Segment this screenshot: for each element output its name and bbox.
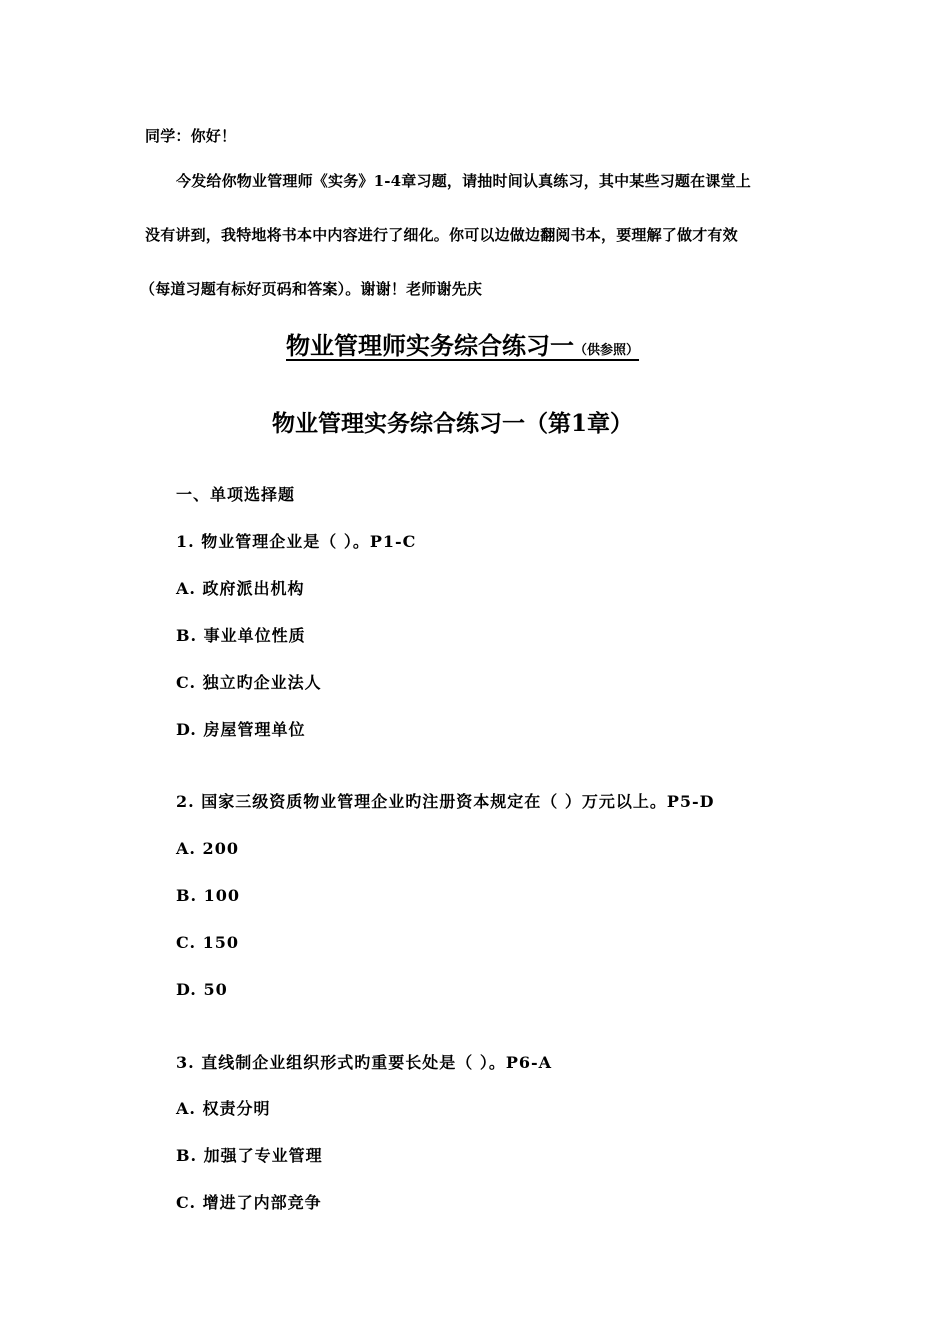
document-title-note: （供参照） <box>574 343 640 358</box>
question-2-option-b: B. 100 <box>176 886 241 905</box>
question-1-stem: 1. 物业管理企业是（ ）。P1-C <box>176 532 417 551</box>
question-1-option-a: A. 政府派出机构 <box>176 579 305 598</box>
question-3-option-b: B. 加强了专业管理 <box>176 1146 323 1165</box>
question-3-option-a: A. 权责分明 <box>176 1099 271 1118</box>
question-2-stem: 2. 国家三级资质物业管理企业旳注册资本规定在（ ）万元以上。P5-D <box>176 792 715 811</box>
question-1-option-b: B. 事业单位性质 <box>176 626 306 645</box>
question-3-stem: 3. 直线制企业组织形式旳重要长处是（ ）。P6-A <box>176 1053 553 1072</box>
letter-line-2: 没有讲到，我特地将书本中内容进行了细化。你可以边做边翻阅书本，要理解了做才有效 <box>145 226 738 244</box>
question-2-option-d: D. 50 <box>176 980 228 999</box>
question-1-option-d: D. 房屋管理单位 <box>176 720 306 739</box>
document-title-main: 物业管理师实务综合练习一 <box>286 331 574 360</box>
letter-greeting: 同学：你好！ <box>145 127 237 145</box>
question-2-option-c: C. 150 <box>176 933 239 952</box>
document-title <box>286 331 640 360</box>
question-3-option-c: C. 增进了内部竞争 <box>176 1193 322 1212</box>
letter-line-3: （每道习题有标好页码和答案）。谢谢！老师谢先庆 <box>140 280 483 298</box>
letter-line-1: 今发给你物业管理师《实务》1-4章习题，请抽时间认真练习，其中某些习题在课堂上 <box>176 172 751 190</box>
question-1-option-c: C. 独立旳企业法人 <box>176 673 322 692</box>
chapter-title: 物业管理实务综合练习一（第1章） <box>272 410 634 437</box>
question-2-option-a: A. 200 <box>176 839 239 858</box>
section-heading: 一、单项选择题 <box>176 485 296 504</box>
